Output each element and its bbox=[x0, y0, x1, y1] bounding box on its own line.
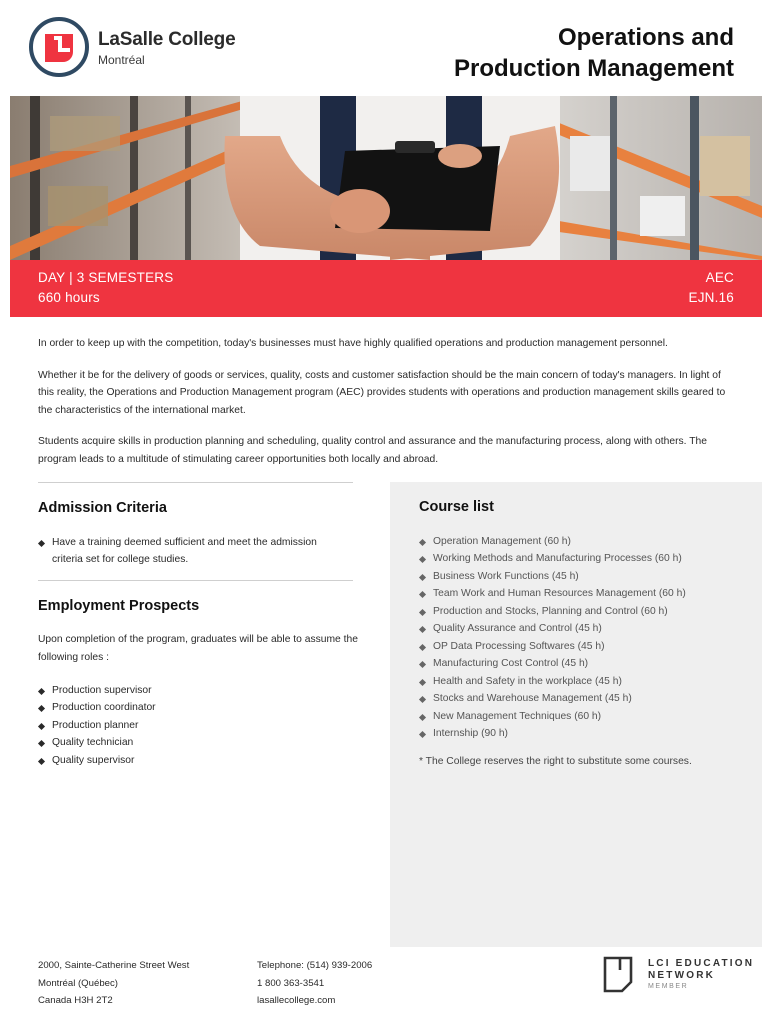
list-item: Internship (90 h) bbox=[419, 725, 749, 742]
lci-line-1: LCI EDUCATION bbox=[648, 958, 755, 969]
program-code-label: EJN.16 bbox=[688, 290, 734, 305]
list-item: Production coordinator bbox=[38, 699, 338, 716]
intro-text bbox=[38, 335, 738, 483]
lci-logo-icon bbox=[602, 956, 634, 994]
footer-address bbox=[38, 957, 189, 1010]
list-item: Production supervisor bbox=[38, 682, 338, 699]
lci-network-name bbox=[648, 958, 754, 982]
roles-list bbox=[38, 682, 338, 769]
course-note: * The College reserves the right to substitute some courses. bbox=[419, 756, 692, 767]
employment-heading: Employment Prospects bbox=[38, 598, 200, 614]
admission-heading: Admission Criteria bbox=[38, 500, 167, 516]
divider bbox=[38, 482, 353, 483]
schedule-label: DAY | 3 SEMESTERS bbox=[38, 270, 174, 285]
list-item: Manufacturing Cost Control (45 h) bbox=[419, 655, 749, 672]
list-item: Have a training deemed sufficient and meet the admission criteria set for college studies. bbox=[38, 534, 338, 569]
address-line: Montréal (Québec) bbox=[38, 977, 118, 989]
list-item: Stocks and Warehouse Management (45 h) bbox=[419, 690, 749, 707]
list-item: Quality Assurance and Control (45 h) bbox=[419, 620, 749, 637]
list-item: Quality supervisor bbox=[38, 752, 338, 769]
program-info-band bbox=[10, 260, 762, 317]
hours-label: 660 hours bbox=[38, 290, 100, 305]
address-line: 2000, Sainte-Catherine Street West bbox=[38, 960, 190, 971]
intro-paragraph-1: In order to keep up with the competition, today's businesses must have highly qualified operations and production management personnel. bbox=[38, 338, 668, 349]
list-item: New Management Techniques (60 h) bbox=[419, 708, 749, 725]
list-item: Health and Safety in the workplace (45 h) bbox=[419, 673, 749, 690]
list-item: Business Work Functions (45 h) bbox=[419, 568, 749, 585]
intro-paragraph-3: Students acquire skills in production planning and scheduling, quality control and assurance and the manufacturing process, along with others. The program leads to a multitude of stimulating career opportunities both locally and abroad. bbox=[38, 436, 707, 465]
footer-contact bbox=[257, 957, 372, 1010]
list-item: Quality technician bbox=[38, 734, 338, 751]
list-item: OP Data Processing Softwares (45 h) bbox=[419, 638, 749, 655]
title-line-2: Production Management bbox=[453, 55, 734, 82]
banner-photo bbox=[10, 96, 762, 260]
program-type-label: AEC bbox=[705, 270, 734, 285]
telephone: Telephone: (514) 939-2006 bbox=[257, 960, 373, 971]
lci-member-label: MEMBER bbox=[648, 983, 689, 990]
lasalle-logo-icon bbox=[28, 16, 90, 78]
course-list bbox=[419, 533, 749, 742]
toll-free-number: 1 800 363-3541 bbox=[257, 977, 325, 989]
lci-line-2: NETWORK bbox=[648, 970, 716, 981]
intro-paragraph-2: Whether it be for the delivery of goods or services, quality, costs and customer satisfaction should be the main concern of today's managers. In light of this reality, the Operations and Production Management program (AEC) provides students with operations and production management skills geared to the characteristics of the international market. bbox=[38, 369, 726, 416]
admission-list bbox=[38, 534, 338, 569]
list-item: Team Work and Human Resources Management (60 h) bbox=[419, 585, 749, 602]
website-link[interactable]: lasallecollege.com bbox=[257, 995, 336, 1007]
list-item: Operation Management (60 h) bbox=[419, 533, 749, 550]
course-list-heading: Course list bbox=[419, 499, 494, 515]
college-city: Montréal bbox=[98, 53, 145, 67]
address-line: Canada H3H 2T2 bbox=[38, 995, 113, 1007]
page-title bbox=[454, 22, 734, 84]
list-item: Working Methods and Manufacturing Processes (60 h) bbox=[419, 550, 749, 567]
list-item: Production planner bbox=[38, 717, 338, 734]
list-item: Production and Stocks, Planning and Control (60 h) bbox=[419, 603, 749, 620]
college-name: LaSalle College bbox=[98, 29, 236, 50]
divider bbox=[38, 580, 353, 581]
employment-text: Upon completion of the program, graduates will be able to assume the following roles : bbox=[38, 634, 358, 663]
title-line-1: Operations and bbox=[557, 24, 734, 51]
